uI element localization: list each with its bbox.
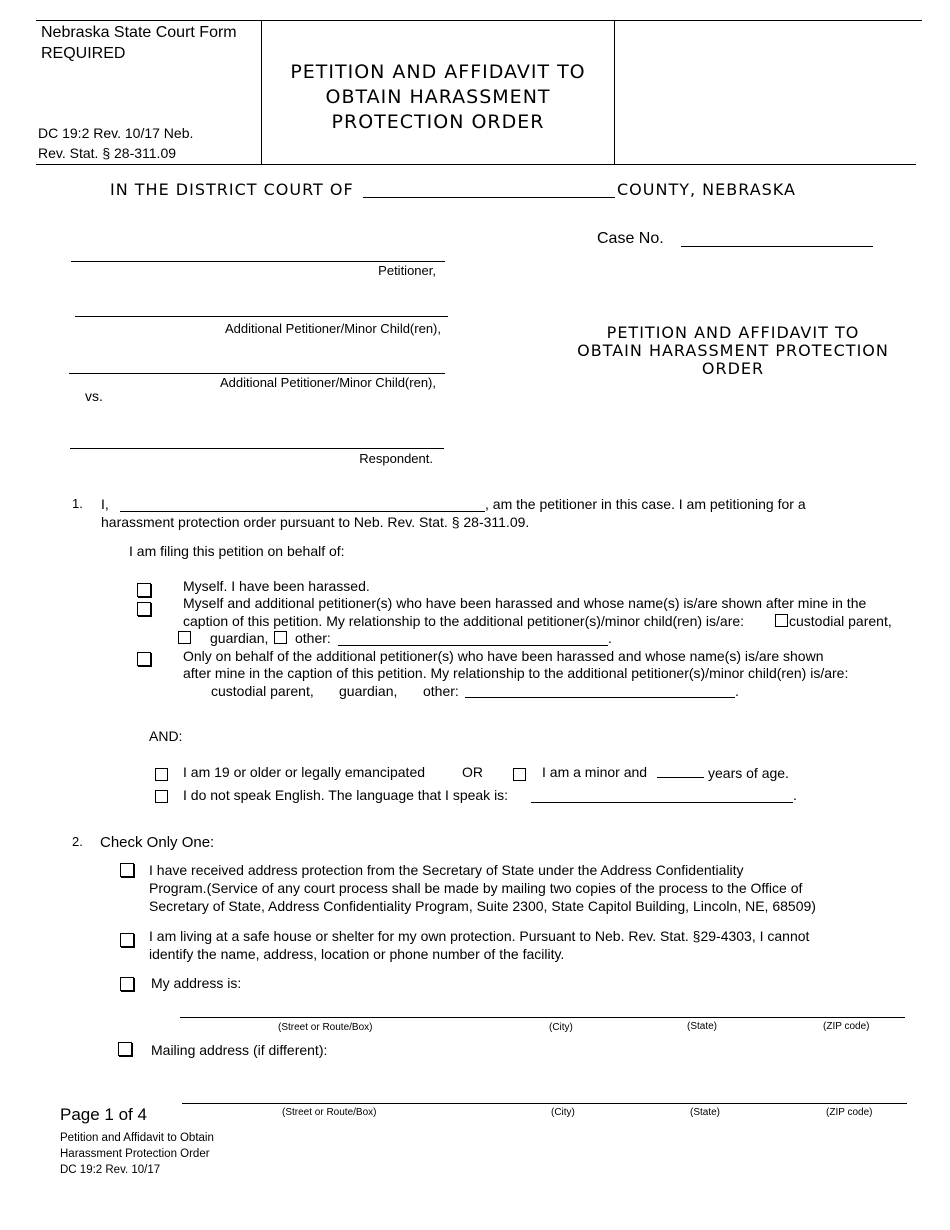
no-english-checkbox[interactable] — [155, 790, 168, 803]
minor-checkbox[interactable] — [513, 768, 526, 781]
header-bottom-border — [36, 164, 916, 165]
petitioner-name-field[interactable] — [71, 261, 445, 262]
only-on-behalf-checkbox[interactable] — [137, 652, 151, 666]
my-address-zip-label: (ZIP code) — [823, 1021, 870, 1032]
court-prefix: IN THE DISTRICT COURT OF — [110, 180, 354, 199]
only-on-behalf-line1: Only on behalf of the additional petitioner(s) who have been harassed and whose name(s) is/are shown — [183, 648, 824, 664]
only-on-behalf-line2: after mine in the caption of this petition. My relationship to the additional petitioner(s)/minor child(ren) is/are: — [183, 665, 849, 681]
section1-number: 1. — [72, 496, 83, 511]
mailing-city-label: (City) — [551, 1107, 575, 1118]
myself-and-additional-line1: Myself and additional petitioner(s) who have been harassed and whose name(s) is/are shown after mine in the — [183, 595, 867, 611]
myself-and-additional-checkbox[interactable] — [137, 602, 151, 616]
other-relationship-label: other: — [295, 630, 331, 646]
minor-age-field[interactable] — [657, 777, 704, 778]
guardian-label: guardian, — [210, 630, 269, 646]
document-title-line3: ORDER — [701, 359, 765, 378]
only-guardian-label[interactable]: guardian, — [339, 683, 398, 699]
filing-on-behalf-label: I am filing this petition on behalf of: — [129, 543, 345, 559]
my-address-field[interactable] — [180, 1017, 905, 1018]
age-19-checkbox[interactable] — [155, 768, 168, 781]
age-19-label: I am 19 or older or legally emancipated — [183, 764, 426, 780]
custodial-parent-label: custodial parent, — [789, 613, 892, 629]
footer-form-info — [60, 1130, 214, 1178]
header-title-line3: PROTECTION ORDER — [331, 111, 545, 133]
section2-number: 2. — [72, 834, 83, 849]
section1-intro-suffix: , am the petitioner in this case. I am petitioning for a — [485, 496, 806, 512]
case-no-label: Case No. — [597, 230, 664, 247]
my-address-city-label: (City) — [549, 1022, 573, 1033]
vs-label: vs. — [85, 388, 103, 404]
document-title-line2: OBTAIN HARASSMENT PROTECTION — [577, 341, 889, 360]
page-number: Page 1 of 4 — [60, 1105, 147, 1124]
only-other-period: . — [735, 683, 739, 699]
form-id-line1: DC 19:2 Rev. 10/17 Neb. — [38, 125, 194, 141]
header-title-line2: OBTAIN HARASSMENT — [325, 86, 551, 108]
acp-line1: I have received address protection from the Secretary of State under the Address Confidentiality — [149, 862, 744, 878]
respondent-name-field[interactable] — [70, 448, 444, 449]
language-field[interactable] — [531, 802, 793, 803]
my-address-street-label: (Street or Route/Box) — [278, 1022, 373, 1033]
form-id-line2: Rev. Stat. § 28-311.09 — [38, 145, 177, 161]
acp-line3: Secretary of State, Address Confidentiality Program, Suite 2300, State Capitol Building, Lincoln, NE, 68509) — [149, 898, 816, 914]
other-relationship-period: . — [608, 630, 612, 646]
language-period: . — [793, 787, 797, 803]
header-divider-right — [614, 20, 615, 164]
header-title — [262, 60, 614, 135]
county-name-field[interactable] — [363, 197, 615, 198]
other-relationship-field[interactable] — [338, 645, 608, 646]
header-top-border — [36, 20, 922, 21]
safe-house-checkbox[interactable] — [120, 933, 134, 947]
respondent-label: Respondent. — [359, 451, 433, 466]
or-label: OR — [462, 764, 483, 780]
mailing-zip-label: (ZIP code) — [826, 1107, 873, 1118]
minor-label-prefix: I am a minor and — [542, 764, 648, 780]
additional-petitioner1-label: Additional Petitioner/Minor Child(ren), — [224, 321, 441, 336]
my-address-checkbox[interactable] — [120, 977, 134, 991]
acp-line2: Program.(Service of any court process shall be made by mailing two copies of the process to the Office of — [149, 880, 803, 896]
no-english-label: I do not speak English. The language that I speak is: — [183, 787, 509, 803]
petitioner-label: Petitioner, — [378, 263, 436, 278]
minor-label-suffix: years of age. — [708, 765, 789, 781]
case-no-field[interactable] — [681, 246, 873, 247]
myself-and-additional-line2: caption of this petition. My relationship to the additional petitioner(s)/minor child(ren) is/are: — [183, 613, 745, 629]
and-label: AND: — [149, 728, 183, 744]
myself-checkbox[interactable] — [137, 583, 151, 597]
myself-option-text: Myself. I have been harassed. — [183, 578, 370, 594]
custodial-parent-checkbox[interactable] — [775, 614, 788, 627]
safe-house-line1: I am living at a safe house or shelter for my own protection. Pursuant to Neb. Rev. Stat. §29-4303, I cannot — [149, 928, 810, 944]
mailing-address-field[interactable] — [182, 1103, 907, 1104]
my-address-label: My address is: — [151, 975, 242, 991]
other-relationship-checkbox[interactable] — [274, 631, 287, 644]
additional-petitioner2-label: Additional Petitioner/Minor Child(ren), — [219, 375, 436, 390]
guardian-checkbox[interactable] — [178, 631, 191, 644]
header-title-line1: PETITION AND AFFIDAVIT TO — [290, 61, 586, 83]
court-suffix: COUNTY, NEBRASKA — [617, 180, 796, 199]
document-title — [555, 324, 911, 378]
mailing-street-label: (Street or Route/Box) — [282, 1107, 377, 1118]
petitioner-self-name-field[interactable] — [120, 511, 485, 512]
my-address-state-label: (State) — [687, 1021, 718, 1032]
section1-intro-line2: harassment protection order pursuant to Neb. Rev. Stat. § 28-311.09. — [101, 514, 530, 530]
safe-house-line2: identify the name, address, location or phone number of the facility. — [149, 946, 565, 962]
mailing-address-checkbox[interactable] — [118, 1042, 132, 1056]
mailing-state-label: (State) — [690, 1107, 721, 1118]
section2-heading: Check Only One: — [100, 834, 215, 851]
only-other-label[interactable]: other: — [423, 683, 459, 699]
section1-intro-prefix: I, — [101, 496, 109, 512]
footer-line1: Petition and Affidavit to Obtain — [60, 1132, 214, 1144]
additional-petitioner2-field[interactable] — [69, 373, 445, 374]
form-type-line1: Nebraska State Court Form — [41, 24, 237, 41]
mailing-address-label: Mailing address (if different): — [151, 1042, 328, 1058]
only-other-relationship-field[interactable] — [465, 697, 735, 698]
only-custodial-parent-label[interactable]: custodial parent, — [211, 683, 314, 699]
address-confidentiality-checkbox[interactable] — [120, 863, 134, 877]
form-type-line2: REQUIRED — [41, 45, 126, 62]
footer-line2: Harassment Protection Order — [60, 1148, 210, 1160]
additional-petitioner1-field[interactable] — [75, 316, 448, 317]
document-title-line1: PETITION AND AFFIDAVIT TO — [606, 323, 860, 342]
footer-line3: DC 19:2 Rev. 10/17 — [60, 1164, 161, 1176]
